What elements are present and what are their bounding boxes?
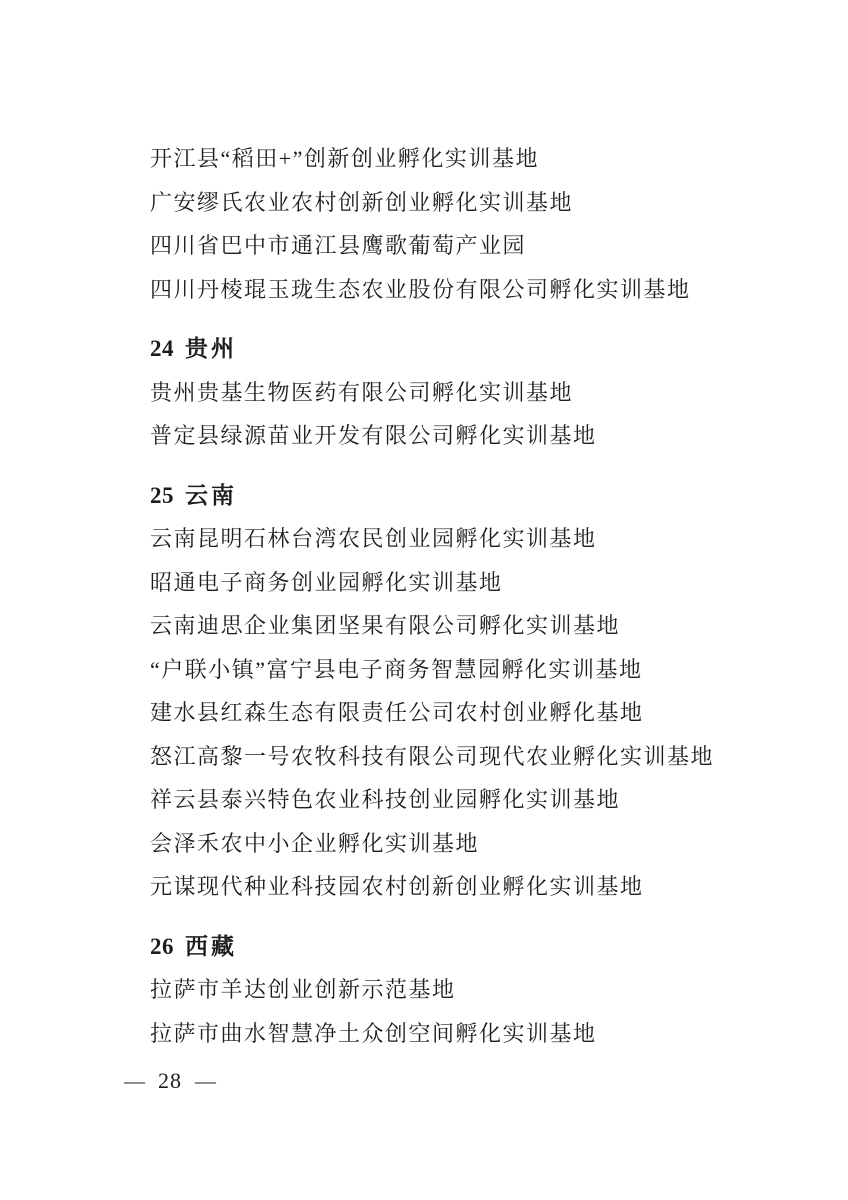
page-content xyxy=(150,137,808,1055)
section-heading xyxy=(150,327,808,371)
section-name: 西藏 xyxy=(185,933,237,959)
section-number: 24 xyxy=(150,336,174,361)
base-entry: 广安缪氏农业农村创新创业孵化实训基地 xyxy=(150,189,574,215)
base-entry: 元谋现代种业科技园农村创新创业孵化实训基地 xyxy=(150,874,644,899)
base-entry: 四川省巴中市通江县鹰歌葡萄产业园 xyxy=(150,233,527,258)
section-name: 贵州 xyxy=(185,336,237,361)
base-entry: 贵州贵基生物医药有限公司孵化实训基地 xyxy=(150,379,574,405)
base-entry: 会泽禾农中小企业孵化实训基地 xyxy=(150,830,480,856)
page-footer xyxy=(124,1068,216,1094)
section-number: 26 xyxy=(150,933,174,959)
base-entry: 拉萨市羊达创业创新示范基地 xyxy=(150,977,456,1002)
base-entry: 四川丹棱琨玉珑生态农业股份有限公司孵化实训基地 xyxy=(150,276,691,302)
sections-list xyxy=(150,327,808,1055)
intro-entry-list xyxy=(150,137,808,311)
footer-dash-left: — xyxy=(124,1069,145,1093)
base-entry: 怒江高黎一号农牧科技有限公司现代农业孵化实训基地 xyxy=(150,743,715,769)
section-heading xyxy=(150,925,808,969)
base-entry: 云南昆明石林台湾农民创业园孵化实训基地 xyxy=(150,526,597,551)
base-entry: “户联小镇”富宁县电子商务智慧园孵化实训基地 xyxy=(150,656,643,682)
base-entry: 建水县红森生态有限责任公司农村创业孵化基地 xyxy=(150,700,644,725)
section-name: 云南 xyxy=(185,482,237,508)
section-number: 25 xyxy=(150,482,174,508)
base-entry: 昭通电子商务创业园孵化实训基地 xyxy=(150,569,503,595)
base-entry: 开江县“稻田+”创新创业孵化实训基地 xyxy=(150,146,539,171)
page-number: 28 xyxy=(158,1068,182,1093)
base-entry: 祥云县泰兴特色农业科技创业园孵化实训基地 xyxy=(150,787,621,812)
section-heading xyxy=(150,474,808,518)
base-entry: 普定县绿源苗业开发有限公司孵化实训基地 xyxy=(150,423,597,448)
base-entry: 拉萨市曲水智慧净土众创空间孵化实训基地 xyxy=(150,1020,597,1046)
footer-dash-right: — xyxy=(195,1069,216,1093)
base-entry: 云南迪思企业集团坚果有限公司孵化实训基地 xyxy=(150,613,621,638)
